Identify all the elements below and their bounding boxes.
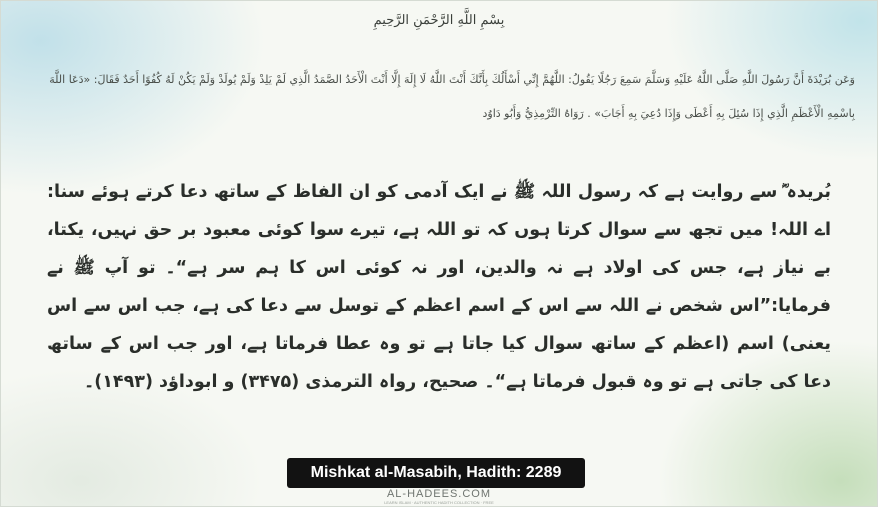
bismillah-calligraphy: بِسْمِ اللَّهِ الرَّحْمَنِ الرَّحِيمِ <box>373 13 505 28</box>
site-brand-tagline: LEARN ISLAM · AUTHENTIC HADITH COLLECTION · FREE <box>384 500 494 505</box>
hadith-arabic-text: وَعَن بُرَيْدَةَ أَنَّ رَسُولَ اللَّهِ صَلَّى اللَّهُ عَلَيْهِ وَسَلَّمَ سَمِعَ رَجُلًا يَقُولُ: اللَّهُمَّ إِنِّي أَسْأَلُكَ بِأَنَّكَ أَنْتَ اللَّهُ لَا إِلَهَ إِلَّا أَنْتَ الْأَحَدُ الصَّمَدُ الَّذِي لَمْ يَلِدْ وَلَمْ يُولَدْ وَلَمْ يَكُنْ لَهُ كُفُوًا أَحَدٌ فَقَالَ: «دَعَا اللَّهَ بِاسْمِهِ الْأَعْظَمِ الَّذِي إِذَا سُئِلَ بِهِ أَعْطَى وَإِذَا دُعِيَ بِهِ أَجَابَ» . رَوَاهُ التِّرْمِذِيُّ وَأَبُو دَاوُد <box>49 73 855 120</box>
site-brand: AL-HADEES.COM <box>386 488 492 500</box>
hadith-reference-badge: Mishkat al-Masabih, Hadith: 2289 <box>287 458 585 488</box>
hadith-urdu-translation: بُریدہ ؓ سے روایت ہے کہ رسول اللہ ﷺ نے ایک آدمی کو ان الفاظ کے ساتھ دعا کرتے ہوئے سنا: اے اللہ! میں تجھ سے سوال کرتا ہوں کہ تو اللہ ہے، تیرے سوا کوئی معبود بر حق نہیں، یکتا، بے نیاز ہے، جس کی اولاد ہے نہ والدین، اور نہ کوئی اس کا ہم سر ہے“۔ تو آپ ﷺ نے فرمایا:”اس شخص نے اللہ سے اس کے اسم اعظم کے توسل سے دعا کی ہے، جب اس سے اس یعنی) اسم (اعظم کے ساتھ سوال کیا جاتا ہے تو وہ عطا فرماتا ہے، اور جب اس کے ساتھ دعا کی جاتی ہے تو وہ قبول فرماتا ہے“۔ صحیح، رواہ الترمذی (۳۴۷۵) و ابوداؤد (۱۴۹۳)۔ <box>47 182 831 392</box>
